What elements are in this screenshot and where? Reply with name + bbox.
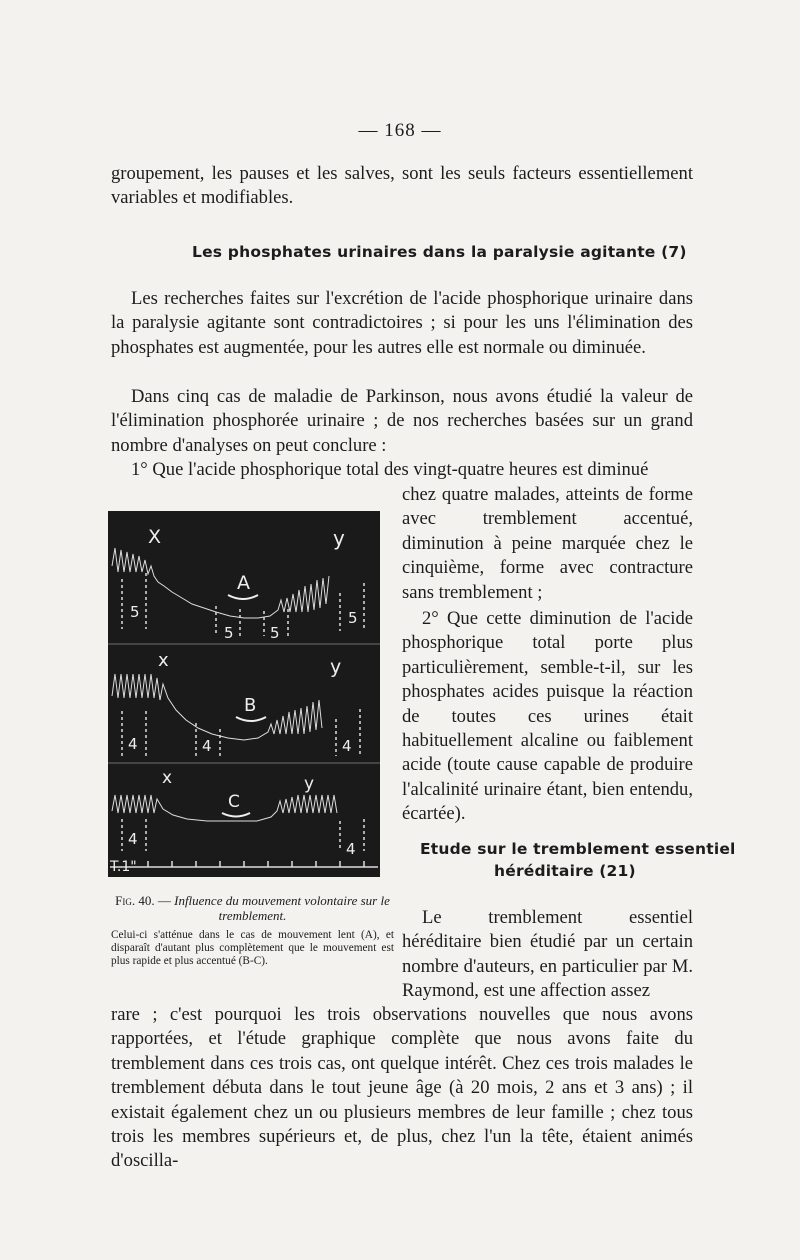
panel-b-mark-3: 4 [342, 737, 352, 755]
panel-c-y-label: y [304, 774, 315, 794]
time-ticks [148, 861, 364, 867]
panel-a-trace [112, 548, 329, 618]
paragraph-tremblement-continuation: rare ; c'est pourquoi les trois observations nouvelles que nous avons rapportées, et l'étude graphique complète que nous avons faite du tremblement dans ces trois cas, ont quelque intérêt. Chez ces trois malades le tremblement débuta dans le tout jeune âge (à 20 mois, 2 ans et 3 ans) ; il existait également chez un ou plusieurs membres de leur famille ; chez tous trois les membres supérieurs et, de plus, chez l'un la tête, étaient animés d'oscilla- [111, 1004, 693, 1172]
panel-a-mark-4: 5 [348, 609, 358, 627]
paragraph-recherches: Les recherches faites sur l'excrétion de l'acide phosphorique urinaire dans la paralysie agitante sont contradictoires ; si pour les uns l'élimination des phosphates est augmentée, pour les autres elle est normale ou diminuée. [111, 288, 693, 358]
figure-caption [111, 894, 394, 968]
page-number: — 168 — [358, 120, 442, 141]
section-heading-phosphates: Les phosphates urinaires dans la paralysie agitante (7) [192, 243, 687, 261]
panel-a-mark-1: 5 [130, 603, 140, 621]
panel-a-y-label: y [333, 526, 345, 550]
paragraph-cinq-cas: Dans cinq cas de maladie de Parkinson, nous avons étudié la valeur de l'élimination phosphorée urinaire ; de nos recherches basées sur un grand nombre d'analyses on peut conclure : [111, 386, 693, 456]
time-label: T.1" [110, 859, 137, 875]
figure-title: Influence du mouvement volontaire sur le tremblement. [174, 893, 390, 923]
panel-a-underline [228, 595, 258, 599]
panel-a-mark-3: 5 [270, 624, 280, 642]
point-1-continuation: chez quatre malades, atteints de forme avec tremblement accentué, diminution à peine marquée chez le cinquième, forme avec contracture sans tremblement ; [402, 484, 693, 603]
panel-c-x-label: x [162, 768, 173, 788]
panel-c-letter: C [228, 792, 240, 812]
section-heading-tremblement-line1: Etude sur le tremblement essentiel [420, 840, 736, 858]
panel-b-trace [112, 674, 322, 740]
panel-b-letter: B [244, 695, 257, 716]
panel-a-x-label: X [148, 526, 162, 548]
paragraph-tremblement-start: Le tremblement essentiel héréditaire bien étudié par un certain nombre d'auteurs, en particulier par M. Raymond, est une affection assez [402, 907, 693, 1002]
intro-paragraph: groupement, les pauses et les salves, sont les seuls facteurs essentiellement variables et modifiables. [111, 163, 693, 209]
point-2: 2° Que cette diminution de l'acide phosphorique total porte plus particulièrement, semble-t-il, sur les phosphates acides puisque la réaction de toutes ces urines était habituellement alcaline ou faiblement acide (toute cause capable de produire l'alcalinité urinaire étant, bien entendu, écartée). [402, 608, 693, 825]
panel-a-letter: A [237, 572, 250, 594]
panel-b-mark-2: 4 [202, 737, 212, 755]
tremor-figure [108, 511, 380, 877]
panel-b-y-label: y [330, 656, 342, 678]
figure-label: Fig. 40. [115, 893, 155, 908]
panel-c-underline [222, 813, 250, 817]
panel-c-mark-1: 4 [128, 830, 138, 848]
panel-a-mark-2: 5 [224, 624, 234, 642]
panel-b-underline [236, 717, 266, 721]
panel-b-x-label: x [158, 650, 169, 671]
point-1-start: 1° Que l'acide phosphorique total des vingt-quatre heures est diminué [131, 459, 649, 480]
figure-caption-body: Celui-ci s'atténue dans le cas de mouvement lent (A), et disparaît d'autant plus complètement que le mouvement est plus rapide et plus accentué (B-C). [111, 929, 394, 967]
panel-c-trace [112, 795, 337, 821]
panel-c-mark-2: 4 [346, 840, 356, 858]
panel-b-mark-1: 4 [128, 735, 138, 753]
section-heading-tremblement-line2: héréditaire (21) [494, 862, 636, 880]
figure-caption-title: Fig. 40. — Influence du mouvement volontaire sur le tremblement. [115, 893, 390, 923]
